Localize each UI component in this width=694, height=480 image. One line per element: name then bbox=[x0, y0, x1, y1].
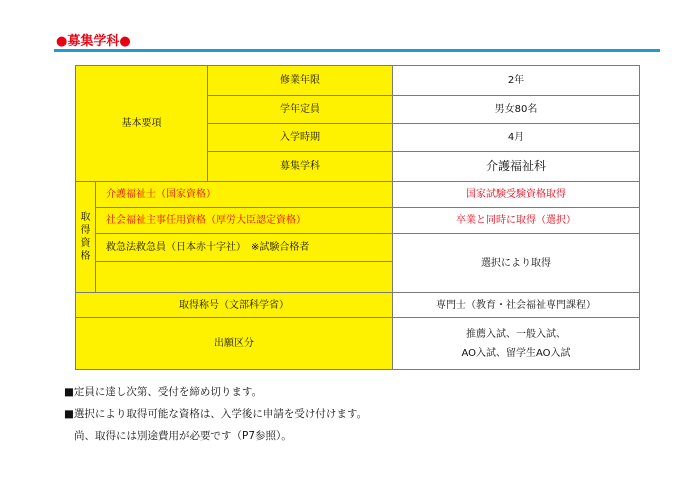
qualification-label: 取 得 資 格 bbox=[76, 181, 96, 292]
qualification-name-caregiver: 介護福祉士（国家資格） bbox=[96, 181, 393, 207]
note-fee: 尚、取得には別途費用が必要です（P7参照）。 bbox=[74, 430, 292, 442]
qualification-value-first-aid: 選択により取得 bbox=[393, 233, 639, 292]
exam-value bbox=[393, 317, 639, 369]
title-underline bbox=[54, 49, 660, 52]
row-label-enrollment: 入学時期 bbox=[208, 123, 393, 151]
row-label-department: 募集学科 bbox=[208, 151, 393, 181]
row-value-duration: 2年 bbox=[393, 66, 639, 95]
exam-value-line1: 推薦入試、一般入試、 bbox=[466, 328, 566, 340]
notes bbox=[64, 381, 367, 447]
row-label-duration: 修業年限 bbox=[208, 66, 393, 95]
basic-info-label: 基本要項 bbox=[76, 66, 208, 181]
note-capacity: ■定員に達し次第、受付を締め切ります。 bbox=[64, 386, 263, 398]
qualification-value-social-welfare: 卒業と同時に取得（選択） bbox=[393, 207, 639, 233]
qualification-name-first-aid: 救急法救急員（日本赤十字社） ※試験合格者 bbox=[96, 233, 393, 261]
row-value-capacity: 男女80名 bbox=[393, 95, 639, 123]
section-title: ●募集学科● bbox=[56, 34, 131, 49]
exam-value-line2: AO入試、留学生AO入試 bbox=[461, 347, 571, 359]
row-value-enrollment: 4月 bbox=[393, 123, 639, 151]
note-qualification: ■選択により取得可能な資格は、入学後に申請を受け付けます。 bbox=[64, 408, 368, 420]
exam-label: 出願区分 bbox=[76, 317, 393, 369]
admission-table bbox=[75, 65, 640, 370]
degree-value: 専門士（教育・社会福祉専門課程） bbox=[393, 292, 639, 317]
degree-label: 取得称号（文部科学省） bbox=[76, 292, 393, 317]
qualification-empty-row bbox=[96, 261, 393, 292]
qualification-value-caregiver: 国家試験受験資格取得 bbox=[393, 181, 639, 207]
qualification-name-social-welfare: 社会福祉主事任用資格（厚労大臣認定資格） bbox=[96, 207, 393, 233]
row-value-department: 介護福祉科 bbox=[393, 151, 639, 181]
row-label-capacity: 学年定員 bbox=[208, 95, 393, 123]
